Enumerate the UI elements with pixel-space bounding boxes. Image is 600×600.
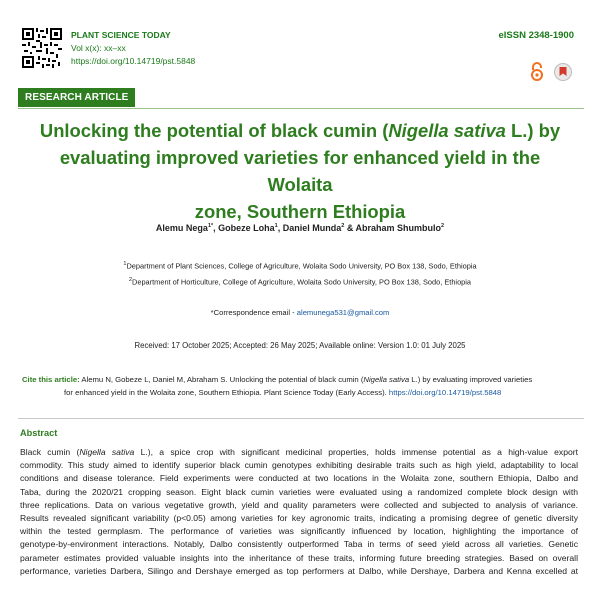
citation-line-1: Cite this article: Alemu N, Gobeze L, Daniel M, Abraham S. Unlocking the potential of black cumin (Nigella sativa L.) by evaluating improved varieties [22, 375, 533, 384]
abstract-line: within the tested germplasm. The performance of varieties was significantly influenced by location, highlighting the importance of [20, 526, 578, 537]
abstract-line: Taba, during the 2020/21 cropping season. Eight black cumin varieties were evaluated using a randomized complete block design with [20, 486, 578, 497]
header-divider [18, 108, 584, 109]
open-access-icon[interactable] [530, 62, 544, 87]
doi-link[interactable]: https://doi.org/10.14719/pst.5848 [71, 56, 196, 66]
crossmark-icon[interactable] [554, 63, 572, 86]
title-line-1: Unlocking the potential of black cumin (Nigella sativa L.) by [39, 120, 561, 141]
eissn: eISSN 2348-1900 [498, 30, 574, 41]
correspondence [0, 308, 600, 317]
article-type-badge: RESEARCH ARTICLE [18, 88, 135, 107]
qr-code [22, 28, 62, 68]
abstract-line: performance, varieties Darbera, Silingo and Dershaye emerged as top performers at Dalbo, while Dershaye, Darbera and Kenna excelled at [20, 565, 578, 576]
abstract-line: genotype-by-environment interactions. Notably, Dalbo consistently outperformed Taba in terms of seed yield across all varieties. Genetic [20, 539, 578, 550]
author-name: Abraham Shumbulo [355, 223, 442, 233]
correspondence-email-link[interactable]: alemunega531@gmail.com [296, 308, 390, 317]
citation-label: Cite this article: [22, 375, 80, 384]
affiliation-1: $^1$Department of Plant Sciences, College of Agriculture, Wolaita Sodo University, PO Box 138, Sodo, Ethiopia [123, 261, 477, 271]
title-line-3: zone, Southern Ethiopia [194, 201, 406, 222]
abstract-line: Results revealed significant variability (p<0.05) among varieties for key agronomic traits, indicating a promising degree of genetic diversity [20, 513, 578, 524]
abstract-divider [18, 418, 584, 419]
author-name: Gobeze Loha [218, 223, 275, 233]
abstract-line: parameter estimates provided valuable insights into the inheritance of these traits, informing future breeding strategies. Based on overall [20, 552, 578, 563]
citation-line-2: for enhanced yield in the Wolaita zone, Southern Ethiopia. Plant Science Today (Early Access). https://doi.org/10.14719/pst.5848 [64, 387, 502, 397]
affiliation-2: $^2$Department of Horticulture, College of Agriculture, Wolaita Sodo University, PO Box 138, Sodo, Ethiopia [128, 277, 472, 287]
abstract-line: three replications. Data on various vegetative growth, yield and quality parameters were collected and subjected to analysis of variance. [20, 499, 578, 510]
abstract-line: conditions and disease tolerance. Field experiments were conducted at two locations in the Wolaita zone, southern Ethiopia, Dalbo and [20, 473, 578, 484]
volume-info: Vol x(x): xx–xx [71, 43, 126, 53]
citation-doi-link[interactable]: https://doi.org/10.14719/pst.5848 [388, 387, 502, 397]
author-list: Alemu Nega$^{1*}$, Gobeze Loha$^1$, Daniel Munda$^2$ & Abraham Shumbulo$^2$ [155, 223, 445, 233]
abstract-line: commodity. This study aimed to identify superior black cumin genotypes exhibiting desirable traits such as high yield, adaptability to local [20, 460, 578, 471]
citation-block [22, 374, 578, 399]
title-line-2: evaluating improved varieties for enhanced yield in the Wolaita [59, 147, 541, 195]
journal-name: PLANT SCIENCE TODAY [71, 30, 171, 40]
correspondence-label: *Correspondence email - [210, 308, 295, 317]
journal-info [71, 29, 195, 68]
abstract-line: Black cumin (Nigella sativa L.), a spice crop with significant medicinal properties, holds immense potential as a high-value export [20, 447, 579, 457]
header-icons [524, 62, 572, 84]
author-name: Daniel Munda [282, 223, 342, 233]
article-dates: Received: 17 October 2025; Accepted: 26 May 2025; Available online: Version 1.0: 01 July 2025 [134, 341, 466, 350]
abstract-heading: Abstract [20, 428, 58, 438]
author-name: Alemu Nega [155, 223, 208, 233]
abstract-text [20, 446, 578, 578]
article-title [30, 117, 570, 225]
